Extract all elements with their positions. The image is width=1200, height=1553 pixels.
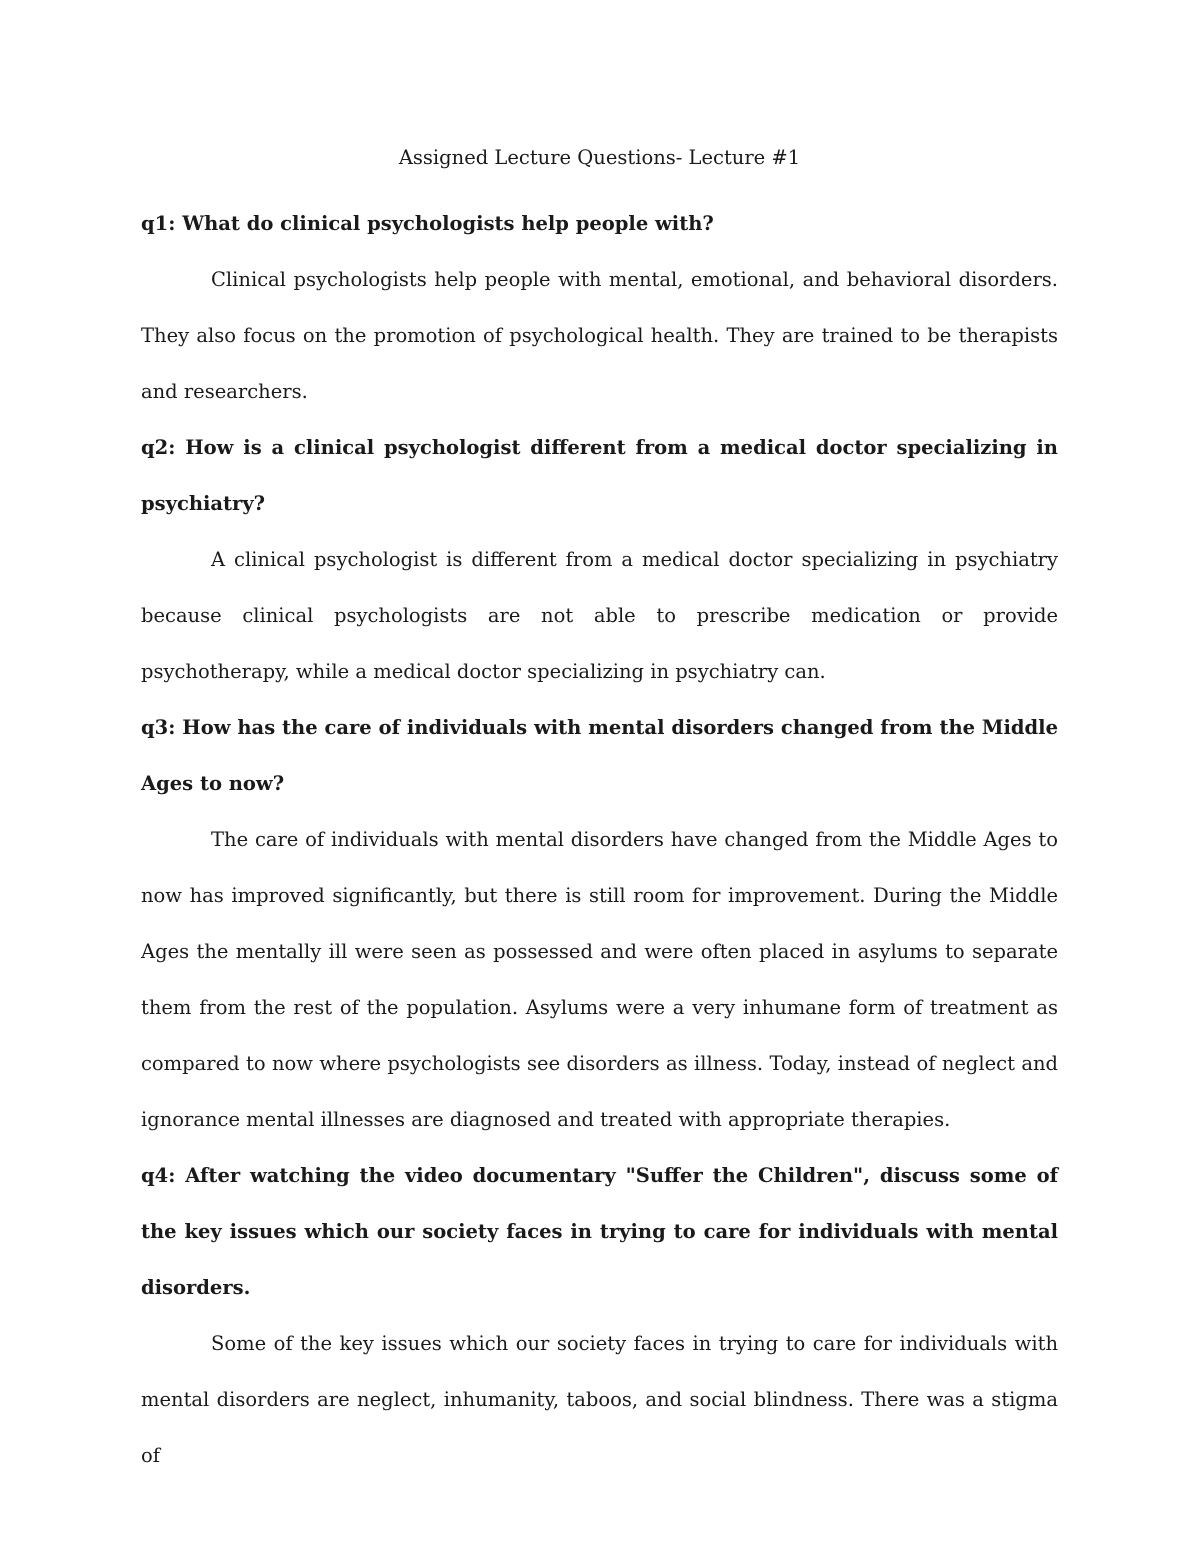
answer-3: The care of individuals with mental disorders have changed from the Middle Ages to now has improved significantly, but there is still room for improvement. During the Middle Ages the mentally ill were seen as possessed and were often placed in asylums to separate them from the rest of the population. Asylums were a very inhumane form of treatment as compared to now where psychologists see disorders as illness. Today, instead of neglect and ignorance mental illnesses are diagnosed and treated with appropriate therapies. [141,828,1058,1131]
question-4: q4: After watching the video documentary "Suffer the Children", discuss some of the key issues which our society faces in trying to care for individuals with mental disorders. [141,1164,1058,1299]
question-2: q2: How is a clinical psychologist different from a medical doctor specializing in psychiatry? [141,436,1058,515]
answer-4: Some of the key issues which our society faces in trying to care for individuals with mental disorders are neglect, inhumanity, taboos, and social blindness. There was a stigma of [141,1332,1058,1467]
question-1: q1: What do clinical psychologists help people with? [141,212,714,235]
question-3: q3: How has the care of individuals with mental disorders changed from the Middle Ages to now? [141,716,1058,795]
document-page [141,140,1058,1484]
answer-1: Clinical psychologists help people with mental, emotional, and behavioral disorders. They also focus on the promotion of psychological health. They are trained to be therapists and researchers. [141,268,1058,403]
answer-2: A clinical psychologist is different from a medical doctor specializing in psychiatry because clinical psychologists are not able to prescribe medication or provide psychotherapy, while a medical doctor specializing in psychiatry can. [141,548,1058,683]
document-title: Assigned Lecture Questions- Lecture #1 [398,146,801,169]
